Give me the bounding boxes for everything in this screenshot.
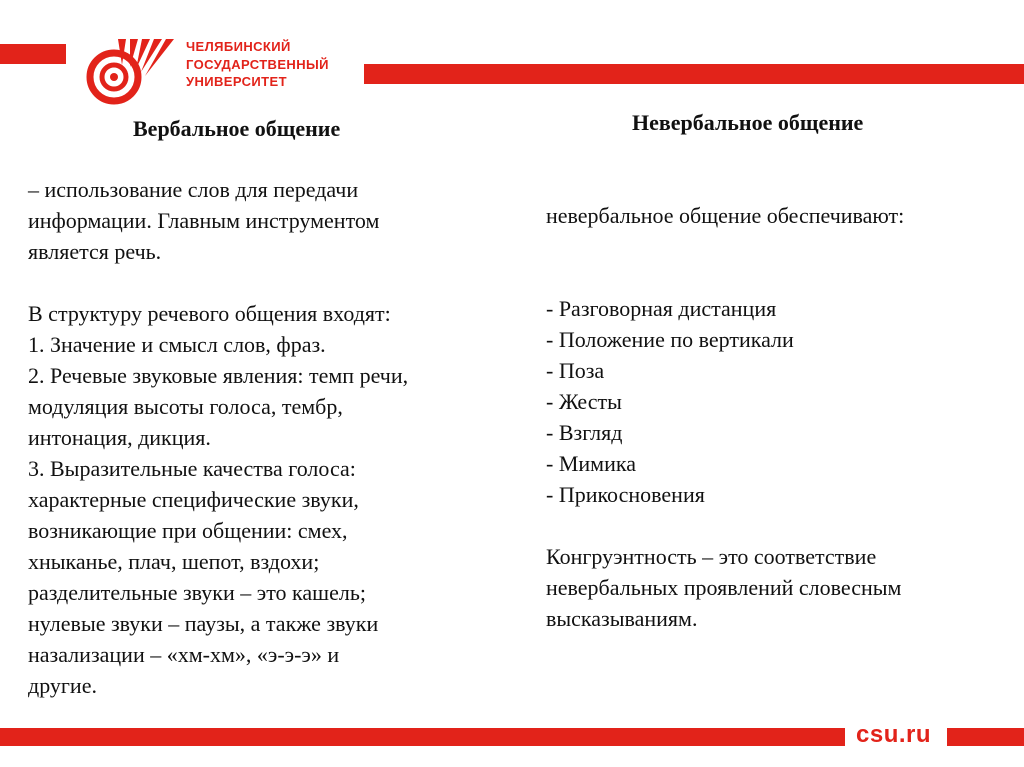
nonverbal-title: Невербальное общение [632, 110, 864, 135]
congruence-line: невербальных проявлений словесным [546, 575, 902, 600]
nonverbal-list-item: - Прикосновения [546, 482, 705, 507]
university-name-line: ГОСУДАРСТВЕННЫЙ [186, 56, 329, 72]
header-bar-left [0, 44, 66, 64]
verbal-structure-line: разделительные звуки – это кашель; [28, 580, 366, 605]
nonverbal-list-item: - Поза [546, 358, 605, 383]
verbal-structure-line: назализации – «хм-хм», «э-э-э» и [28, 642, 340, 667]
nonverbal-list-item: - Разговорная дистанция [546, 296, 777, 321]
university-name-line: УНИВЕРСИТЕТ [186, 74, 287, 89]
nonverbal-list-item: - Положение по вертикали [546, 327, 794, 352]
nonverbal-list-item: - Жесты [546, 389, 622, 414]
verbal-definition-line: – использование слов для передачи [28, 177, 359, 202]
header-bar-right [364, 64, 1024, 84]
congruence-line: высказываниям. [546, 606, 698, 631]
verbal-definition-line: информации. Главным инструментом [28, 208, 380, 233]
verbal-structure-line: 1. Значение и смысл слов, фраз. [28, 332, 326, 357]
footer-bar-left [0, 728, 845, 746]
site-link[interactable]: csu.ru [856, 721, 932, 748]
nonverbal-column [546, 200, 996, 634]
verbal-structure-line: возникающие при общении: смех, [28, 518, 348, 543]
verbal-structure-line: 2. Речевые звуковые явления: темп речи, [28, 363, 409, 388]
footer-bar-right [947, 728, 1024, 746]
nonverbal-list-item: - Взгляд [546, 420, 623, 445]
verbal-structure-line: характерные специфические звуки, [28, 487, 359, 512]
nonverbal-list-item: - Мимика [546, 451, 636, 476]
verbal-column [28, 174, 498, 701]
verbal-structure-line: другие. [28, 673, 97, 698]
verbal-structure-line: модуляция высоты голоса, тембр, [28, 394, 343, 419]
verbal-title: Вербальное общение [133, 116, 341, 141]
congruence-line: Конгруэнтность – это соответствие [546, 544, 877, 569]
verbal-definition-line: является речь. [28, 239, 162, 264]
csu-logo-icon [78, 35, 178, 105]
verbal-structure-line: хныканье, плач, шепот, вздохи; [28, 549, 320, 574]
verbal-structure-line: интонация, дикция. [28, 425, 211, 450]
verbal-structure-line: 3. Выразительные качества голоса: [28, 456, 356, 481]
verbal-structure-line: нулевые звуки – паузы, а также звуки [28, 611, 379, 636]
university-name [186, 38, 329, 91]
nonverbal-intro: невербальное общение обеспечивают: [546, 203, 905, 228]
university-name-line: ЧЕЛЯБИНСКИЙ [186, 39, 291, 54]
verbal-structure-line: В структуру речевого общения входят: [28, 301, 391, 326]
